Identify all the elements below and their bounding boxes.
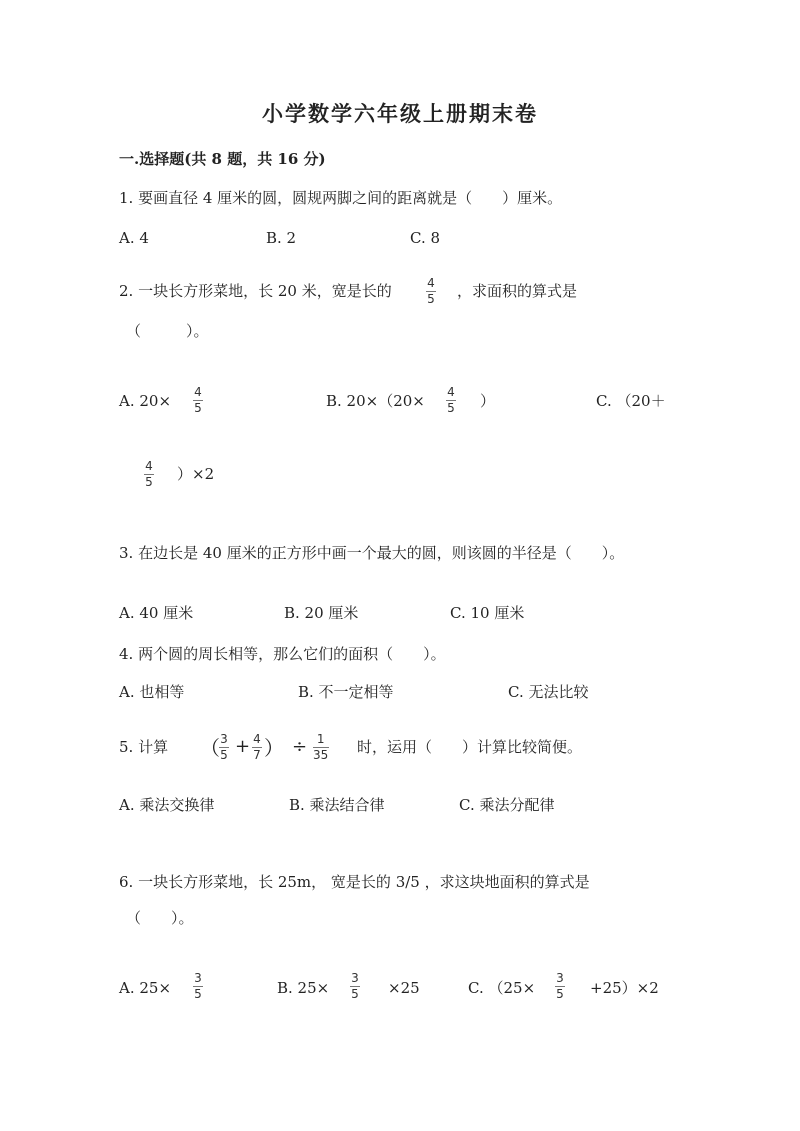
question-2-option-a-fraction (193, 386, 203, 415)
fraction-numerator: 4 (253, 732, 261, 746)
fraction-numerator: 4 (447, 385, 455, 399)
fraction-denominator: 5 (194, 401, 202, 415)
question-1-option-b: B. 2 (266, 229, 297, 247)
question-2-option-a: A. 20× (119, 392, 172, 410)
question-6-option-c-fraction (555, 972, 565, 1001)
fraction-denominator: 5 (447, 401, 455, 415)
fraction-denominator: 5 (145, 475, 153, 489)
question-5-stem-continued: 时，运用（ ）计算比较简便。 (357, 738, 583, 756)
question-2-stem: 2. 一块长方形菜地，长 20 米，宽是长的 (119, 282, 392, 300)
question-4-option-b: B. 不一定相等 (298, 683, 394, 701)
question-2-stem-continued: ，求面积的算式是 (457, 282, 578, 300)
question-2-option-c: C. （20＋ (596, 392, 666, 410)
question-4-option-a: A. 也相等 (119, 683, 185, 701)
question-6-stem: 6. 一块长方形菜地，长 25m， 宽是长的 3/5 ，求这块地面积的算式是 (119, 873, 590, 891)
expression-close-paren: ） (264, 736, 284, 760)
page-title: 小学数学六年级上册期末卷 (262, 101, 538, 126)
question-6-option-c-suffix: +25）×2 (590, 979, 659, 997)
question-2-option-b-suffix: ） (480, 392, 496, 410)
question-2-option-b-fraction (446, 386, 456, 415)
question-3-option-b: B. 20 厘米 (284, 604, 359, 622)
expression-fraction-2 (252, 733, 262, 762)
question-4-stem: 4. 两个圆的周长相等，那么它们的面积（ ）。 (119, 645, 446, 663)
question-6-option-b: B. 25× (277, 979, 330, 997)
section-heading: 一.选择题(共 8 题，共 16 分) (119, 150, 326, 168)
question-5-option-b: B. 乘法结合律 (289, 796, 385, 814)
question-1-option-a: A. 4 (119, 229, 149, 247)
question-2-fraction (426, 277, 436, 306)
expression-plus: + (235, 736, 251, 757)
fraction-denominator: 5 (351, 987, 359, 1001)
question-2-option-c-fraction (144, 460, 154, 489)
question-2-option-b: B. 20×（20× (326, 392, 425, 410)
question-6-answer-blank: （ ）。 (126, 909, 194, 927)
question-6-option-b-suffix: ×25 (388, 979, 420, 997)
question-6-option-b-fraction (350, 972, 360, 1001)
question-6-option-c: C. （25× (468, 979, 536, 997)
fraction-denominator: 7 (253, 748, 261, 762)
question-3-option-a: A. 40 厘米 (119, 604, 194, 622)
fraction-denominator: 5 (427, 292, 435, 306)
expression-fraction-3 (312, 733, 329, 762)
fraction-numerator: 1 (316, 732, 325, 746)
fraction-numerator: 4 (145, 459, 153, 473)
question-4-option-c: C. 无法比较 (508, 683, 589, 701)
question-3-option-c: C. 10 厘米 (450, 604, 525, 622)
question-2-option-c-suffix: ）×2 (177, 465, 215, 483)
fraction-denominator: 5 (220, 748, 228, 762)
question-2-answer-blank: （ ）。 (126, 322, 209, 340)
question-5-option-c: C. 乘法分配律 (459, 796, 555, 814)
question-5-option-a: A. 乘法交换律 (119, 796, 215, 814)
expression-divide: ÷ (292, 736, 308, 757)
expression-open-paren: （ (200, 736, 220, 760)
fraction-numerator: 3 (556, 971, 564, 985)
fraction-numerator: 3 (194, 971, 202, 985)
fraction-numerator: 4 (194, 385, 202, 399)
fraction-numerator: 4 (427, 276, 435, 290)
fraction-numerator: 3 (220, 732, 228, 746)
expression-fraction-1 (219, 733, 229, 762)
fraction-denominator: 5 (556, 987, 564, 1001)
question-6-option-a: A. 25× (119, 979, 172, 997)
fraction-denominator: 35 (313, 748, 329, 762)
question-5-stem: 5. 计算 (119, 738, 169, 756)
question-6-option-a-fraction (193, 972, 203, 1001)
question-1-stem: 1. 要画直径 4 厘米的圆，圆规两脚之间的距离就是（ ）厘米。 (119, 189, 563, 207)
question-1-option-c: C. 8 (410, 229, 441, 247)
fraction-denominator: 5 (194, 987, 202, 1001)
fraction-numerator: 3 (351, 971, 359, 985)
question-3-stem: 3. 在边长是 40 厘米的正方形中画一个最大的圆，则该圆的半径是（ ）。 (119, 544, 625, 562)
